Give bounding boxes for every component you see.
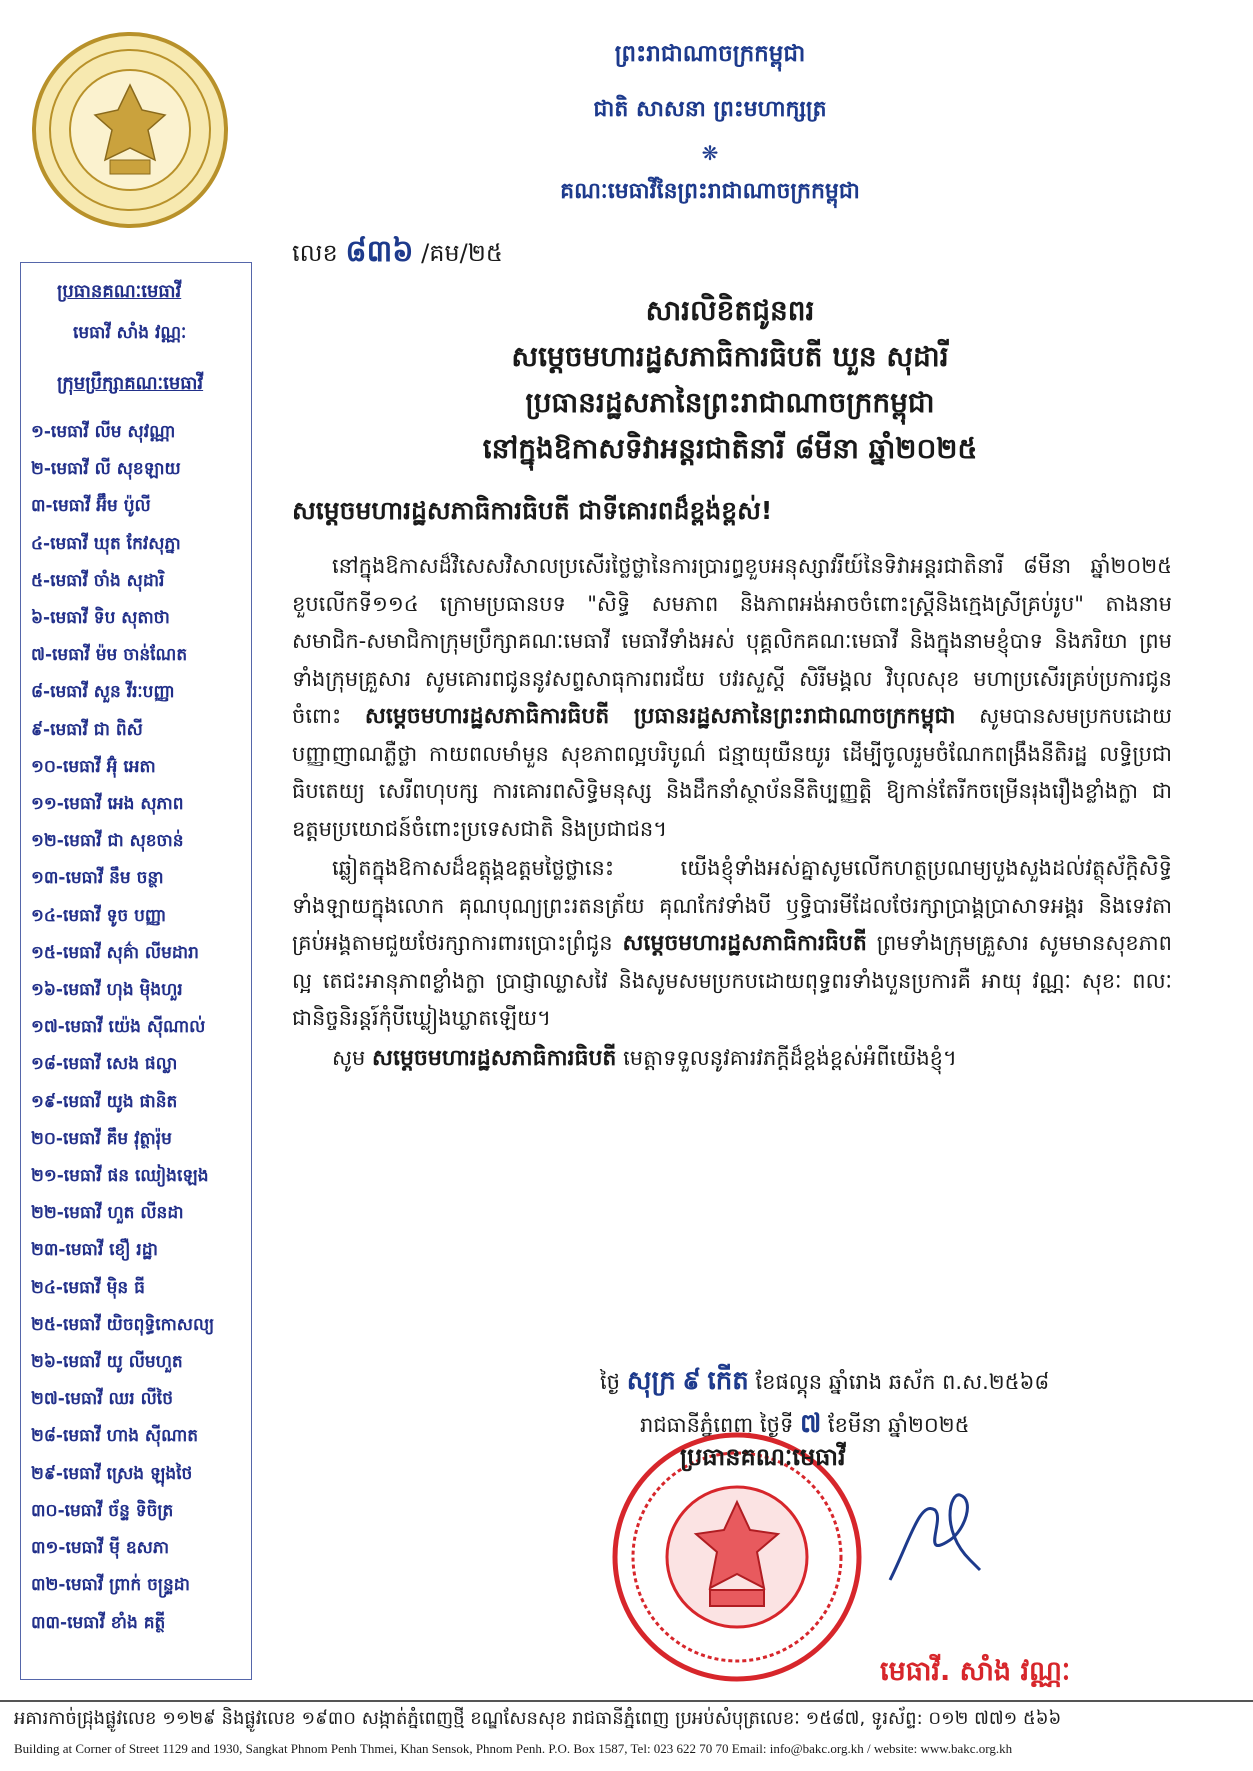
- council-member: ១៤-មេធាវី ទូច បញ្ញា: [31, 905, 167, 926]
- date-text: រាជធានីភ្នំពេញ ថ្ងៃទី: [640, 1413, 794, 1437]
- ornament-icon: ❋: [701, 141, 719, 165]
- council-member: ១៣-មេធាវី នឹម ចន្ថា: [31, 868, 164, 889]
- title-line: សម្ដេចមហារដ្ឋសភាធិការធិបតី ឃួន សុដារី: [511, 340, 949, 373]
- addressee-bold: សម្ដេចមហារដ្ឋសភាធិការធិបតី: [622, 931, 867, 956]
- reference-suffix: /គម/២៥: [421, 239, 503, 267]
- council-member: ៧-មេធាវី ម៉ម ចាន់ណែត: [31, 645, 188, 666]
- council-member: ២៤-មេធាវី ម៉ិន ធី: [31, 1277, 145, 1298]
- council-member: ២១-មេធាវី ផន ឈៀងឡេង: [31, 1166, 209, 1187]
- council-member: ៨-មេធាវី សួន វីរៈបញ្ញា: [31, 682, 175, 703]
- president-heading: ប្រធានគណៈមេធាវី: [57, 281, 182, 302]
- council-member: ២៩-មេធាវី ស្រេង ឡុងថៃ: [31, 1463, 193, 1484]
- council-member: ៣០-មេធាវី ច័ន្ទ ទិចិត្រ: [31, 1500, 174, 1521]
- title-line: ប្រធានរដ្ឋសភានៃព្រះរាជាណាចក្រកម្ពុជា: [525, 386, 935, 419]
- paragraph-text: មេត្តាទទួលនូវគារវភក្តីដ៏ខ្ពង់ខ្ពស់អំពីយើងខ្ញុំ។: [623, 1045, 957, 1070]
- council-member: ២៣-មេធាវី ខឿ រដ្ឋា: [31, 1240, 158, 1261]
- footer-address-english: Building at Corner of Street 1129 and 1930, Sangkat Phnom Penh Thmei, Khan Sensok, Phnom Penh. P.O. Box 1587, Tel: 023 622 70 70 Email: info@bakc.org.kh / website: www.bakc.org.kh: [14, 1741, 1013, 1756]
- council-member: ២-មេធាវី លី សុខឡាយ: [31, 459, 181, 480]
- letter-body: [292, 548, 1172, 1079]
- council-member: ១៩-មេធាវី យូង ផានិត: [31, 1091, 178, 1112]
- council-member: ៣-មេធាវី អ៊ឹម ប៉ូលី: [31, 496, 151, 517]
- paragraph-text: សូម: [332, 1045, 366, 1070]
- document-header: [540, 40, 880, 209]
- council-list: [31, 414, 241, 1642]
- council-member: ៣៣-មេធាវី ខាំង គត្ថី: [31, 1612, 166, 1633]
- council-member: ៣១-មេធាវី ម៉ី ឧសភា: [31, 1538, 170, 1559]
- paragraph-text: ព្រមទាំងក្រុមគ្រួសារ សូមមានសុខភាពល្អ តេជះអានុភាពខ្លាំងក្លា ប្រាជ្ញាឈ្លាសវៃ និងសូមសមប្រកបដោយពុទ្ធពរទាំងបួនប្រការគឺ អាយុ វណ្ណៈ សុខៈ ពលៈ ជានិច្ចនិរន្តរ៍កុំបីឃ្លៀងឃ្លាតឡើយ។: [292, 931, 1172, 1030]
- national-motto: ជាតិ សាសនា ព្រះមហាក្សត្រ: [593, 97, 827, 122]
- paragraph-2: [292, 850, 1172, 1038]
- date-handwritten: កើត: [707, 1366, 749, 1396]
- footer-address-khmer: អគារកាច់ជ្រុងផ្លូវលេខ ១១២៩ និងផ្លូវលេខ ១៩៣០ សង្កាត់ភ្នំពេញថ្មី ខណ្ឌសែនសុខ រាជធានីភ្នំពេញ ប្រអប់សំបុត្រលេខៈ ១៥៨៧, ទូរស័ព្ទ: ០១២ ៧៧១ ៥៦៦: [14, 1708, 1062, 1729]
- date-text: ខែផល្គុន ឆ្នាំរោង ឆស័ក ព.ស.២៥៦៨: [755, 1370, 1050, 1394]
- council-member: ១០-មេធាវី អ៊ុំ អេតា: [31, 756, 156, 777]
- council-member: ១៨-មេធាវី សេង ផល្លា: [31, 1054, 178, 1075]
- date-handwritten: ៩: [682, 1366, 701, 1396]
- council-member: ៩-មេធាវី ជា ពិសី: [31, 719, 143, 740]
- paragraph-1: [292, 548, 1172, 848]
- council-sidebar: [20, 262, 252, 1680]
- addressee-bold: សម្ដេចមហារដ្ឋសភាធិការធិបតី: [372, 1045, 617, 1071]
- council-member: ២០-មេធាវី គឹម វុត្ថារ៉ុម: [31, 1128, 172, 1149]
- council-member: ៥-មេធាវី ចាំង សុដារិ: [31, 570, 165, 591]
- kingdom-title: ព្រះរាជាណាចក្រកម្ពុជា: [614, 41, 806, 67]
- paragraph-text: ឆ្លៀតក្នុងឱកាសដ៏ឧត្តុង្គឧត្តមថ្លៃថ្លានេះ យើងខ្ញុំទាំងអស់គ្នាសូមលើកហត្ថប្រណម្យបួងសួងដល់វត្ថុស័ក្តិសិទ្ធិទាំងឡាយក្នុងលោក គុណបុណ្យព្រះរតនត្រ័យ គុណកែវទាំងបី ឫទ្ធិបារមីដែលថែរក្សាប្រាង្គប្រាសាទអង្គរ និងទេវតាគ្រប់អង្គតាមជួយថែរក្សាការពារប្រោះព្រំជូន: [292, 856, 1172, 955]
- council-member: ២៥-មេធាវី យិចពុទ្ធិកោសល្យ: [31, 1314, 215, 1335]
- council-member: ២៨-មេធាវី ហាង ស៊ីណាត: [31, 1426, 199, 1447]
- footer-divider: [0, 1700, 1253, 1702]
- council-member: ២៧-មេធាវី ឈរ លីថៃ: [31, 1389, 173, 1410]
- organization-name: គណៈមេធាវីនៃព្រះរាជាណាចក្រកម្ពុជា: [560, 179, 860, 204]
- council-member: ២២-មេធាវី ហួត លីនដា: [31, 1203, 184, 1224]
- salutation: សម្ដេចមហារដ្ឋសភាធិការធិបតី ជាទីគោរពដ៏ខ្ពង់ខ្ពស់!: [292, 496, 773, 525]
- signature-title: ប្រធានគណៈមេធាវី: [680, 1443, 846, 1471]
- council-member: ៤-មេធាវី ឃុត កែវសុភ្នា: [31, 533, 181, 554]
- date-handwritten: ៧: [800, 1409, 822, 1439]
- date-handwritten: សុក្រ: [626, 1366, 676, 1396]
- council-member: ១៥-មេធាវី សុគ៌ា លីមដារា: [31, 942, 199, 963]
- date-text: ខែមីនា ឆ្នាំ២០២៥: [828, 1413, 970, 1437]
- council-member: ១៦-មេធាវី ហុង ម៉ិងហួរ: [31, 980, 183, 1001]
- signer-name: មេធាវី. សាំង វណ្ណៈ: [880, 1656, 1071, 1687]
- reference-number: [292, 232, 503, 276]
- lunar-date: [600, 1360, 1049, 1403]
- date-text: ថ្ងៃ: [600, 1370, 620, 1394]
- council-member: ១១-មេធាវី អេង សុភាព: [31, 794, 184, 815]
- paragraph-text: សូមបានសមប្រកបដោយបញ្ញាញាណភ្លឺថ្លា កាយពលមាំមួន សុខភាពល្អបរិបូណ៌ ជន្មាយុយឺនយូរ ដើម្បីចូលរួមចំណែកពង្រឹងនីតិរដ្ឋ លទ្ធិប្រជាធិបតេយ្យ សេរីពហុបក្ស ការគោរពសិទ្ធិមនុស្ស និងដឹកនាំស្ថាប័ននីតិប្បញ្ញត្តិ ឱ្យកាន់តែរីកចម្រើនរុងរឿងខ្លាំងក្លា ជាឧត្តមប្រយោជន៍ចំពោះប្រទេសជាតិ និងប្រជាជន។: [292, 704, 1172, 841]
- handwritten-signature: [880, 1480, 990, 1600]
- addressee-bold: សម្ដេចមហារដ្ឋសភាធិការធិបតី ប្រធានរដ្ឋសភានៃព្រះរាជាណាចក្រកម្ពុជា: [364, 704, 956, 729]
- paragraph-text: នៅក្នុងឱកាសដ៏វិសេសវិសាលប្រសើរថ្លៃថ្លានៃការប្រារព្ធខួបអនុស្សាវរីយ៍នៃទិវាអន្តរជាតិនារី ៨មីនា ឆ្នាំ២០២៥ ខួបលើកទី១១៤ ក្រោមប្រធានបទ "សិទ្ធិ សមភាព និងភាពអង់អាចចំពោះស្ត្រីនិងក្មេងស្រីគ្រប់រូប" តាងនាមសមាជិក-សមាជិកាក្រុមប្រឹក្សាគណៈមេធាវី មេធាវីទាំងអស់ បុគ្គលិកគណៈមេធាវី និងក្នុងនាមខ្ញុំបាទ និងភរិយា ព្រមទាំងក្រុមគ្រួសារ សូមគោរពជូននូវសព្ទសាធុការពរជ័យ បវរសួស្តី សិរីមង្គល វិបុលសុខ មហាប្រសើរគ្រប់ប្រការជូនចំពោះ: [292, 554, 1172, 728]
- title-line: សារលិខិតជូនពរ: [645, 294, 815, 327]
- council-member: ១-មេធាវី លីម សុវណ្ណា: [31, 422, 176, 442]
- council-member: ៦-មេធាវី ទិប សុតាថា: [31, 608, 170, 629]
- bar-association-logo: [30, 30, 230, 230]
- title-line: នៅក្នុងឱកាសទិវាអន្តរជាតិនារី ៨មីនា ឆ្នាំ២០២៥: [482, 432, 978, 465]
- council-heading: ក្រុមប្រឹក្សាគណៈមេធាវី: [57, 373, 204, 394]
- president-name: មេធាវី សាំង វណ្ណៈ: [73, 323, 187, 343]
- reference-value: ៨៣៦: [345, 234, 414, 269]
- reference-prefix: លេខ: [292, 239, 338, 267]
- letter-title: [300, 288, 1160, 472]
- council-member: ១២-មេធាវី ជា សុខចាន់: [31, 831, 184, 852]
- council-member: ១៧-មេធាវី យ៉េង ស៊ីណាល់: [31, 1017, 206, 1038]
- paragraph-3: [292, 1040, 1172, 1078]
- council-member: ៣២-មេធាវី ព្រាក់ ចន្ទ្រដា: [31, 1575, 190, 1596]
- council-member: ២៦-មេធាវី យូ លីមហួត: [31, 1352, 183, 1373]
